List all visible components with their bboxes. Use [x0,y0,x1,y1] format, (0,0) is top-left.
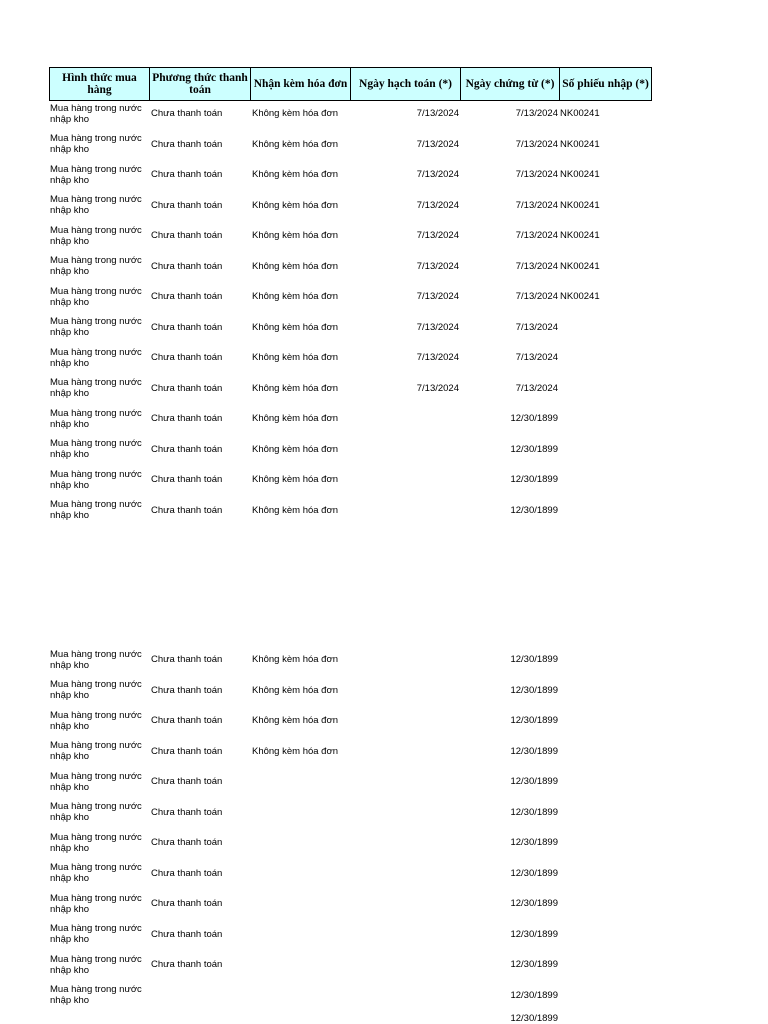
table-row [50,952,652,983]
cell-ngay-hach-toan: 7/13/2024 [416,382,459,394]
cell-hinh-thuc-mua-hang: Mua hàng trong nước nhập kho [50,831,142,854]
cell-nhan-kem-hoa-don [251,1013,351,1024]
table-row [50,861,652,892]
table-row [50,345,652,376]
cell-phuong-thuc-thanh-toan: Chưa thanh toán [151,745,223,757]
cell-phuong-thuc-thanh-toan: Chưa thanh toán [151,474,223,485]
cell-so-phieu-nhap [560,679,652,701]
table-row [50,708,652,739]
cell-ngay-hach-toan [351,771,461,793]
cell-ngay-hach-toan [351,923,461,945]
cell-ngay-chung-tu: 12/30/1899 [510,684,558,696]
cell-ngay-hach-toan: 7/13/2024 [416,138,459,150]
cell-nhan-kem-hoa-don: Không kèm hóa đơn [252,199,338,211]
cell-ngay-hach-toan [351,469,461,491]
cell-so-phieu-nhap: NK00241 [560,108,600,119]
cell-nhan-kem-hoa-don: Không kèm hóa đơn [252,108,338,119]
cell-ngay-hach-toan: 7/13/2024 [416,199,459,211]
table-row [50,1013,652,1024]
cell-phuong-thuc-thanh-toan: Chưa thanh toán [151,138,223,150]
cell-nhan-kem-hoa-don [251,923,351,945]
cell-so-phieu-nhap [560,1013,652,1024]
cell-phuong-thuc-thanh-toan: Chưa thanh toán [151,443,223,455]
table-row [50,254,652,285]
cell-hinh-thuc-mua-hang: Mua hàng trong nước nhập kho [50,468,142,491]
cell-ngay-chung-tu: 7/13/2024 [515,169,558,180]
cell-ngay-chung-tu: 7/13/2024 [515,382,558,394]
cell-ngay-hach-toan [351,832,461,854]
cell-phuong-thuc-thanh-toan: Chưa thanh toán [151,169,223,180]
cell-ngay-chung-tu: 12/30/1899 [510,837,558,848]
table-body-block-2 [50,647,652,1024]
table-row [50,800,652,831]
cell-phuong-thuc-thanh-toan: Chưa thanh toán [151,504,223,516]
header-ngay-hach-toan: Ngày hạch toán (*) [351,68,461,100]
table-row [50,739,652,770]
cell-ngay-chung-tu: 7/13/2024 [515,230,558,241]
cell-so-phieu-nhap: NK00241 [560,230,600,241]
cell-ngay-chung-tu: 12/30/1899 [510,474,558,485]
header-phuong-thuc-thanh-toan: Phương thức thanh toán [150,68,251,100]
cell-ngay-hach-toan: 7/13/2024 [416,108,459,119]
cell-nhan-kem-hoa-don: Không kèm hóa đơn [252,169,338,180]
cell-ngay-hach-toan [351,984,461,1006]
cell-ngay-chung-tu: 12/30/1899 [510,715,558,726]
cell-phuong-thuc-thanh-toan: Chưa thanh toán [151,260,223,272]
cell-so-phieu-nhap: NK00241 [560,199,600,211]
cell-phuong-thuc-thanh-toan: Chưa thanh toán [151,321,223,333]
cell-ngay-chung-tu: 7/13/2024 [515,321,558,333]
cell-phuong-thuc-thanh-toan: Chưa thanh toán [151,291,223,302]
cell-ngay-chung-tu: 12/30/1899 [510,745,558,757]
cell-so-phieu-nhap [560,649,652,671]
cell-so-phieu-nhap [560,893,652,915]
cell-ngay-chung-tu: 7/13/2024 [515,138,558,150]
cell-ngay-chung-tu: 12/30/1899 [510,898,558,909]
cell-hinh-thuc-mua-hang: Mua hàng trong nước nhập kho [50,953,142,976]
cell-nhan-kem-hoa-don [251,984,351,1006]
table-row [50,647,652,678]
table-row [50,891,652,922]
cell-so-phieu-nhap [560,832,652,854]
cell-phuong-thuc-thanh-toan [150,984,251,1006]
table-row [50,983,652,1014]
cell-hinh-thuc-mua-hang: Mua hàng trong nước nhập kho [50,862,142,884]
cell-so-phieu-nhap [560,469,652,491]
cell-so-phieu-nhap: NK00241 [560,138,600,150]
table-row [50,376,652,407]
table-row [50,769,652,800]
cell-hinh-thuc-mua-hang: Mua hàng trong nước nhập kho [50,438,142,460]
table-header [49,67,652,101]
cell-so-phieu-nhap [560,710,652,732]
cell-ngay-hach-toan: 7/13/2024 [416,230,459,241]
cell-nhan-kem-hoa-don [251,771,351,793]
cell-hinh-thuc-mua-hang: Mua hàng trong nước nhập kho [50,801,142,823]
cell-phuong-thuc-thanh-toan: Chưa thanh toán [151,199,223,211]
table-row [50,223,652,254]
cell-hinh-thuc-mua-hang: Mua hàng trong nước nhập kho [50,133,142,155]
cell-nhan-kem-hoa-don: Không kèm hóa đơn [252,291,338,302]
cell-nhan-kem-hoa-don: Không kèm hóa đơn [252,654,338,665]
cell-ngay-chung-tu: 7/13/2024 [515,260,558,272]
cell-ngay-hach-toan [351,408,461,430]
cell-nhan-kem-hoa-don: Không kèm hóa đơn [252,321,338,333]
cell-ngay-chung-tu: 12/30/1899 [510,989,558,1001]
cell-nhan-kem-hoa-don: Không kèm hóa đơn [252,474,338,485]
table-row [50,284,652,315]
table-row [50,498,652,529]
cell-ngay-chung-tu: 7/13/2024 [515,291,558,302]
cell-phuong-thuc-thanh-toan [150,1013,251,1024]
cell-hinh-thuc-mua-hang: Mua hàng trong nước nhập kho [50,377,142,399]
cell-ngay-hach-toan: 7/13/2024 [416,352,459,363]
table-row [50,132,652,163]
cell-ngay-chung-tu: 12/30/1899 [510,776,558,787]
cell-hinh-thuc-mua-hang: Mua hàng trong nước nhập kho [50,407,142,430]
cell-nhan-kem-hoa-don [251,801,351,823]
cell-ngay-chung-tu: 7/13/2024 [515,352,558,363]
cell-nhan-kem-hoa-don: Không kèm hóa đơn [252,382,338,394]
cell-nhan-kem-hoa-don: Không kèm hóa đơn [252,684,338,696]
cell-ngay-hach-toan [351,862,461,884]
cell-ngay-hach-toan [351,499,461,521]
cell-ngay-chung-tu: 12/30/1899 [510,928,558,940]
cell-so-phieu-nhap [560,984,652,1006]
cell-ngay-chung-tu: 12/30/1899 [510,1013,558,1024]
cell-phuong-thuc-thanh-toan: Chưa thanh toán [151,654,223,665]
cell-hinh-thuc-mua-hang: Mua hàng trong nước nhập kho [50,984,142,1006]
cell-hinh-thuc-mua-hang [50,1013,150,1024]
cell-nhan-kem-hoa-don: Không kèm hóa đơn [252,413,338,424]
table-row [50,315,652,346]
cell-ngay-chung-tu: 12/30/1899 [510,654,558,665]
cell-hinh-thuc-mua-hang: Mua hàng trong nước nhập kho [50,679,142,701]
cell-hinh-thuc-mua-hang: Mua hàng trong nước nhập kho [50,923,142,945]
cell-ngay-hach-toan [351,1013,461,1024]
table-row [50,437,652,468]
cell-so-phieu-nhap [560,377,652,399]
header-hinh-thuc-mua-hang: Hình thức mua hàng [50,68,150,100]
cell-nhan-kem-hoa-don [251,832,351,854]
cell-ngay-hach-toan [351,801,461,823]
cell-ngay-hach-toan [351,710,461,732]
cell-hinh-thuc-mua-hang: Mua hàng trong nước nhập kho [50,163,142,186]
cell-so-phieu-nhap [560,862,652,884]
cell-nhan-kem-hoa-don: Không kèm hóa đơn [252,138,338,150]
cell-hinh-thuc-mua-hang: Mua hàng trong nước nhập kho [50,740,142,762]
cell-nhan-kem-hoa-don: Không kèm hóa đơn [252,230,338,241]
cell-nhan-kem-hoa-don: Không kèm hóa đơn [252,443,338,455]
table-row [50,101,652,132]
cell-ngay-chung-tu: 12/30/1899 [510,504,558,516]
cell-ngay-hach-toan [351,679,461,701]
cell-hinh-thuc-mua-hang: Mua hàng trong nước nhập kho [50,194,142,216]
cell-so-phieu-nhap [560,316,652,338]
cell-hinh-thuc-mua-hang: Mua hàng trong nước nhập kho [50,346,142,369]
cell-ngay-chung-tu: 12/30/1899 [510,867,558,879]
cell-ngay-chung-tu: 12/30/1899 [510,959,558,970]
cell-ngay-hach-toan [351,954,461,976]
cell-ngay-hach-toan [351,893,461,915]
cell-hinh-thuc-mua-hang: Mua hàng trong nước nhập kho [50,892,142,915]
cell-phuong-thuc-thanh-toan: Chưa thanh toán [151,684,223,696]
cell-ngay-hach-toan [351,649,461,671]
cell-ngay-hach-toan: 7/13/2024 [416,291,459,302]
cell-nhan-kem-hoa-don: Không kèm hóa đơn [252,352,338,363]
table-row [50,406,652,437]
cell-so-phieu-nhap [560,347,652,369]
cell-so-phieu-nhap [560,771,652,793]
cell-nhan-kem-hoa-don: Không kèm hóa đơn [252,715,338,726]
table-row [50,922,652,953]
cell-ngay-hach-toan [351,740,461,762]
cell-so-phieu-nhap: NK00241 [560,291,600,302]
cell-phuong-thuc-thanh-toan: Chưa thanh toán [151,352,223,363]
cell-so-phieu-nhap [560,923,652,945]
cell-nhan-kem-hoa-don [251,862,351,884]
table-row [50,467,652,498]
cell-phuong-thuc-thanh-toan: Chưa thanh toán [151,108,223,119]
cell-ngay-chung-tu: 12/30/1899 [510,443,558,455]
cell-phuong-thuc-thanh-toan: Chưa thanh toán [151,382,223,394]
cell-hinh-thuc-mua-hang: Mua hàng trong nước nhập kho [50,709,142,732]
cell-ngay-chung-tu: 7/13/2024 [515,108,558,119]
cell-ngay-chung-tu: 12/30/1899 [510,413,558,424]
cell-ngay-hach-toan [351,438,461,460]
cell-ngay-hach-toan: 7/13/2024 [416,321,459,333]
cell-nhan-kem-hoa-don: Không kèm hóa đơn [252,745,338,757]
cell-phuong-thuc-thanh-toan: Chưa thanh toán [151,715,223,726]
cell-nhan-kem-hoa-don: Không kèm hóa đơn [252,260,338,272]
cell-so-phieu-nhap: NK00241 [560,260,600,272]
cell-hinh-thuc-mua-hang: Mua hàng trong nước nhập kho [50,499,142,521]
cell-phuong-thuc-thanh-toan: Chưa thanh toán [151,837,223,848]
cell-phuong-thuc-thanh-toan: Chưa thanh toán [151,806,223,818]
cell-hinh-thuc-mua-hang: Mua hàng trong nước nhập kho [50,224,142,247]
cell-phuong-thuc-thanh-toan: Chưa thanh toán [151,959,223,970]
cell-phuong-thuc-thanh-toan: Chưa thanh toán [151,230,223,241]
cell-phuong-thuc-thanh-toan: Chưa thanh toán [151,898,223,909]
cell-phuong-thuc-thanh-toan: Chưa thanh toán [151,867,223,879]
cell-nhan-kem-hoa-don [251,954,351,976]
cell-so-phieu-nhap [560,499,652,521]
cell-hinh-thuc-mua-hang: Mua hàng trong nước nhập kho [50,648,142,671]
cell-so-phieu-nhap [560,801,652,823]
cell-phuong-thuc-thanh-toan: Chưa thanh toán [151,928,223,940]
cell-hinh-thuc-mua-hang: Mua hàng trong nước nhập kho [50,316,142,338]
cell-ngay-chung-tu: 7/13/2024 [515,199,558,211]
cell-so-phieu-nhap: NK00241 [560,169,600,180]
cell-phuong-thuc-thanh-toan: Chưa thanh toán [151,413,223,424]
cell-ngay-hach-toan: 7/13/2024 [416,169,459,180]
cell-nhan-kem-hoa-don: Không kèm hóa đơn [252,504,338,516]
table-row [50,830,652,861]
cell-so-phieu-nhap [560,438,652,460]
table-row [50,162,652,193]
cell-hinh-thuc-mua-hang: Mua hàng trong nước nhập kho [50,285,142,308]
cell-ngay-hach-toan: 7/13/2024 [416,260,459,272]
header-ngay-chung-tu: Ngày chứng từ (*) [461,68,560,100]
header-so-phieu-nhap: Số phiếu nhập (*) [560,68,652,100]
cell-nhan-kem-hoa-don [251,893,351,915]
cell-so-phieu-nhap [560,408,652,430]
cell-hinh-thuc-mua-hang: Mua hàng trong nước nhập kho [50,102,142,125]
cell-so-phieu-nhap [560,740,652,762]
cell-phuong-thuc-thanh-toan: Chưa thanh toán [151,776,223,787]
table-row [50,193,652,224]
cell-hinh-thuc-mua-hang: Mua hàng trong nước nhập kho [50,770,142,793]
table-row [50,678,652,709]
cell-so-phieu-nhap [560,954,652,976]
table-body-block-1 [50,101,652,528]
cell-ngay-chung-tu: 12/30/1899 [510,806,558,818]
header-nhan-kem-hoa-don: Nhận kèm hóa đơn [251,68,351,100]
cell-hinh-thuc-mua-hang: Mua hàng trong nước nhập kho [50,255,142,277]
